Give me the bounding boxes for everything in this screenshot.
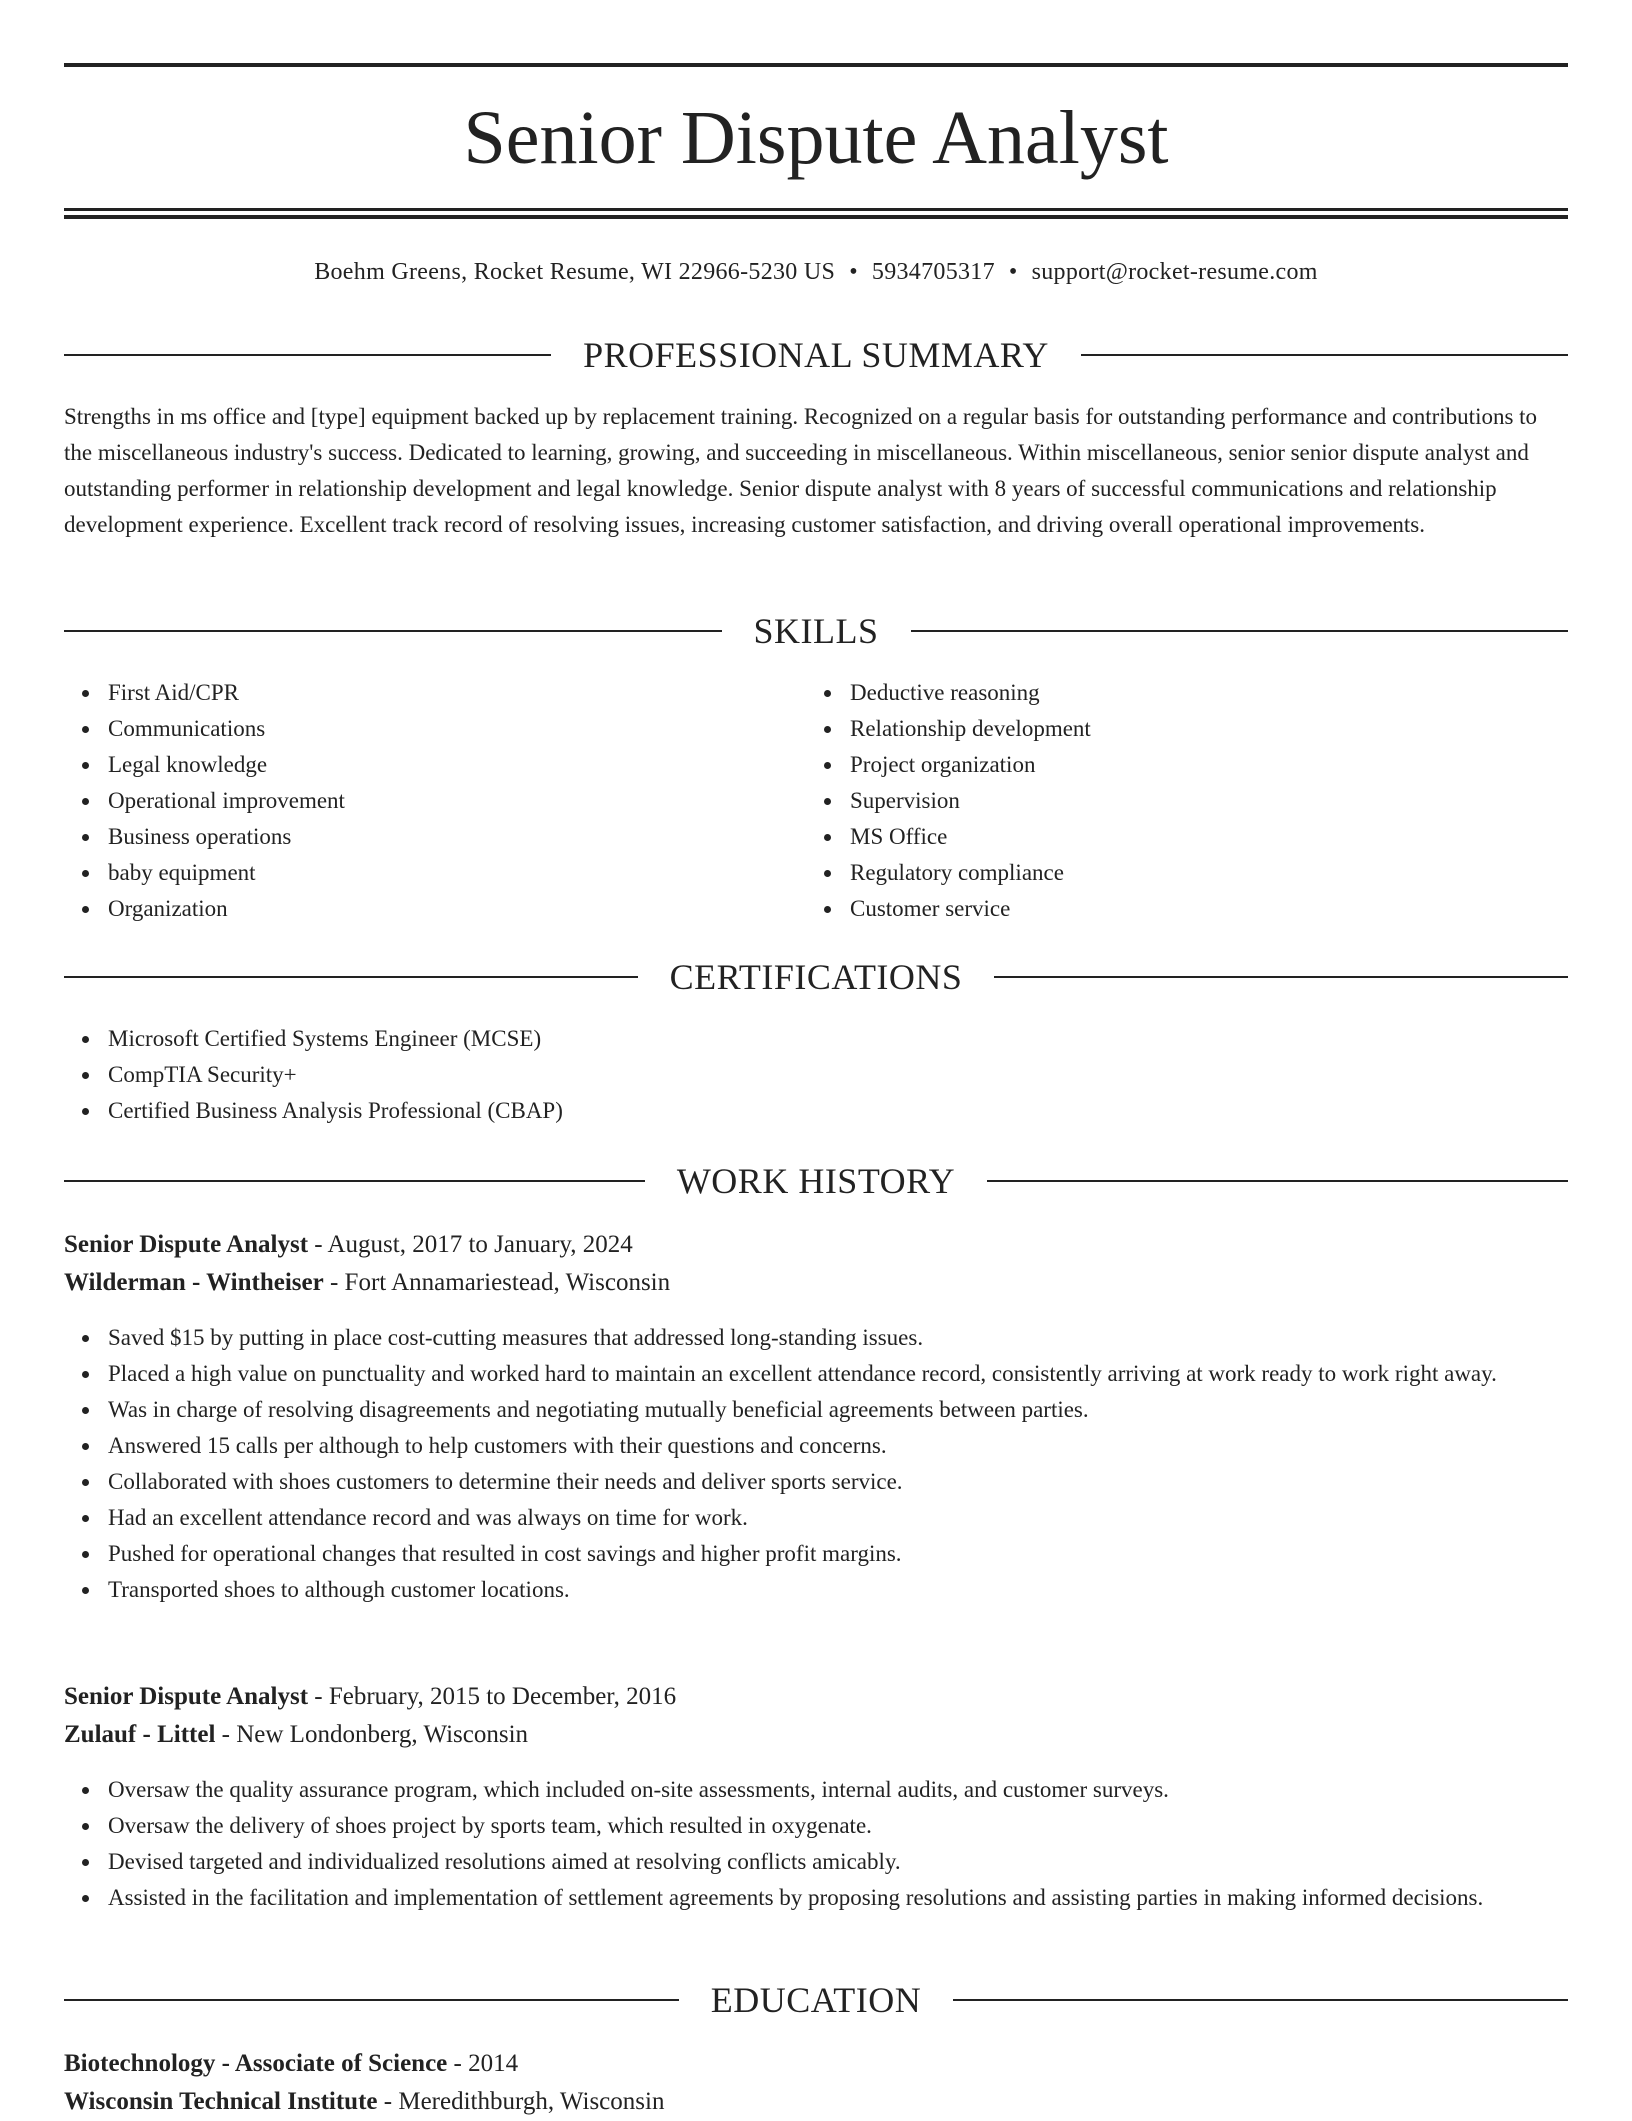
job-bullets bbox=[64, 1772, 1568, 1916]
job-location: - New Londonberg, Wisconsin bbox=[215, 1721, 529, 1748]
skill-item: MS Office bbox=[850, 819, 1550, 855]
education-degree: Biotechnology - Associate of Science bbox=[64, 2050, 448, 2077]
job-location: - Fort Annamariestead, Wisconsin bbox=[323, 1269, 671, 1296]
job-bullet: Had an excellent attendance record and was always on time for work. bbox=[108, 1500, 1568, 1536]
job-bullet: Saved $15 by putting in place cost-cutting measures that addressed long-standing issues. bbox=[108, 1320, 1568, 1356]
job-bullet: Oversaw the delivery of shoes project by sports team, which resulted in oxygenate. bbox=[108, 1808, 1568, 1844]
education-school-line bbox=[64, 2083, 1568, 2121]
skill-item: Deductive reasoning bbox=[850, 675, 1550, 711]
heading-rule bbox=[64, 976, 638, 978]
skill-item: Customer service bbox=[850, 891, 1550, 927]
contact-email: support@rocket-resume.com bbox=[1031, 259, 1318, 285]
skill-item: Project organization bbox=[850, 747, 1550, 783]
skill-item: Business operations bbox=[108, 819, 808, 855]
work-heading bbox=[64, 1158, 1568, 1204]
job-company: Wilderman - Wintheiser bbox=[64, 1269, 324, 1296]
job-company: Zulauf - Littel bbox=[64, 1721, 216, 1748]
job-title: Senior Dispute Analyst bbox=[64, 1683, 309, 1710]
heading-rule bbox=[64, 630, 722, 632]
skills-list-right bbox=[806, 675, 1550, 927]
heading-rule bbox=[953, 1999, 1568, 2001]
certification-item: Certified Business Analysis Professional (CBAP) bbox=[108, 1093, 1568, 1129]
skill-item: Communications bbox=[108, 711, 808, 747]
top-rule bbox=[64, 63, 1568, 67]
job-title-line bbox=[64, 1678, 1568, 1716]
job-bullet: Pushed for operational changes that resulted in cost savings and higher profit margins. bbox=[108, 1536, 1568, 1572]
skill-item: Operational improvement bbox=[108, 783, 808, 819]
job-dates: - August, 2017 to January, 2024 bbox=[308, 1231, 633, 1258]
skill-item: Relationship development bbox=[850, 711, 1550, 747]
skill-item: Organization bbox=[108, 891, 808, 927]
heading-rule bbox=[64, 1180, 645, 1182]
job-title-line bbox=[64, 1226, 1568, 1264]
title-rule-upper bbox=[64, 208, 1568, 211]
job-dates: - February, 2015 to December, 2016 bbox=[308, 1683, 677, 1710]
certifications-heading bbox=[64, 954, 1568, 1000]
skills-list-left bbox=[64, 675, 808, 927]
heading-rule bbox=[994, 976, 1568, 978]
section-title: PROFESSIONAL SUMMARY bbox=[583, 335, 1049, 375]
section-title: WORK HISTORY bbox=[676, 1161, 956, 1201]
job-bullets bbox=[64, 1320, 1568, 1608]
job-bullet: Devised targeted and individualized resolutions aimed at resolving conflicts amicably. bbox=[108, 1844, 1568, 1880]
contact-separator: • bbox=[1008, 259, 1018, 285]
heading-rule bbox=[1081, 354, 1568, 356]
job-bullet: Collaborated with shoes customers to determine their needs and deliver sports service. bbox=[108, 1464, 1568, 1500]
section-title: EDUCATION bbox=[710, 1980, 922, 2020]
section-title: SKILLS bbox=[753, 611, 879, 651]
education-degree-line bbox=[64, 2045, 1568, 2083]
education-heading bbox=[64, 1977, 1568, 2023]
heading-rule bbox=[64, 1999, 679, 2001]
education-school: Wisconsin Technical Institute bbox=[64, 2088, 378, 2115]
skill-item: Supervision bbox=[850, 783, 1550, 819]
heading-rule bbox=[64, 354, 551, 356]
job-bullet: Assisted in the facilitation and implementation of settlement agreements by proposing resolutions and assisting parties in making informed decisions. bbox=[108, 1880, 1568, 1916]
summary-text: Strengths in ms office and [type] equipment backed up by replacement training. Recognized on a regular basis for outstanding performance and contributions to the miscellaneous industry's success. Dedicated to learning, growing, and succeeding in miscellaneous. Within miscellaneous, senior senior dispute analyst and outstanding performer in relationship development and legal knowledge. Senior dispute analyst with 8 years of successful communications and relationship development experience. Excellent track record of resolving issues, increasing customer satisfaction, and driving overall operational improvements. bbox=[64, 404, 1538, 537]
job-bullet: Was in charge of resolving disagreements and negotiating mutually beneficial agreements between parties. bbox=[108, 1392, 1568, 1428]
skill-item: Regulatory compliance bbox=[850, 855, 1550, 891]
skill-item: Legal knowledge bbox=[108, 747, 808, 783]
page-title: Senior Dispute Analyst bbox=[463, 96, 1169, 180]
skills-heading bbox=[64, 608, 1568, 654]
contact-separator: • bbox=[849, 259, 858, 285]
job-bullet: Transported shoes to although customer locations. bbox=[108, 1572, 1568, 1608]
contact-address: Boehm Greens, Rocket Resume, WI 22966-5230 US bbox=[314, 259, 836, 285]
certification-item: Microsoft Certified Systems Engineer (MCSE) bbox=[108, 1021, 1568, 1057]
section-title: CERTIFICATIONS bbox=[669, 957, 963, 997]
certifications-list bbox=[64, 1021, 1568, 1129]
education-year: - 2014 bbox=[447, 2050, 519, 2077]
education-location: - Meredithburgh, Wisconsin bbox=[377, 2088, 665, 2115]
certification-item: CompTIA Security+ bbox=[108, 1057, 1568, 1093]
job-bullet: Placed a high value on punctuality and worked hard to maintain an excellent attendance record, consistently arriving at work ready to work right away. bbox=[108, 1356, 1568, 1392]
job-bullet: Answered 15 calls per although to help customers with their questions and concerns. bbox=[108, 1428, 1568, 1464]
heading-rule bbox=[911, 630, 1569, 632]
skill-item: First Aid/CPR bbox=[108, 675, 808, 711]
title-rule-lower bbox=[64, 215, 1568, 219]
heading-rule bbox=[987, 1180, 1568, 1182]
job-title: Senior Dispute Analyst bbox=[64, 1231, 309, 1258]
summary-heading bbox=[64, 332, 1568, 378]
contact-phone: 5934705317 bbox=[871, 259, 995, 285]
contact-line bbox=[64, 254, 1568, 290]
skill-item: baby equipment bbox=[108, 855, 808, 891]
job-company-line bbox=[64, 1264, 1568, 1302]
job-bullet: Oversaw the quality assurance program, which included on-site assessments, internal audits, and customer surveys. bbox=[108, 1772, 1568, 1808]
job-company-line bbox=[64, 1716, 1568, 1754]
